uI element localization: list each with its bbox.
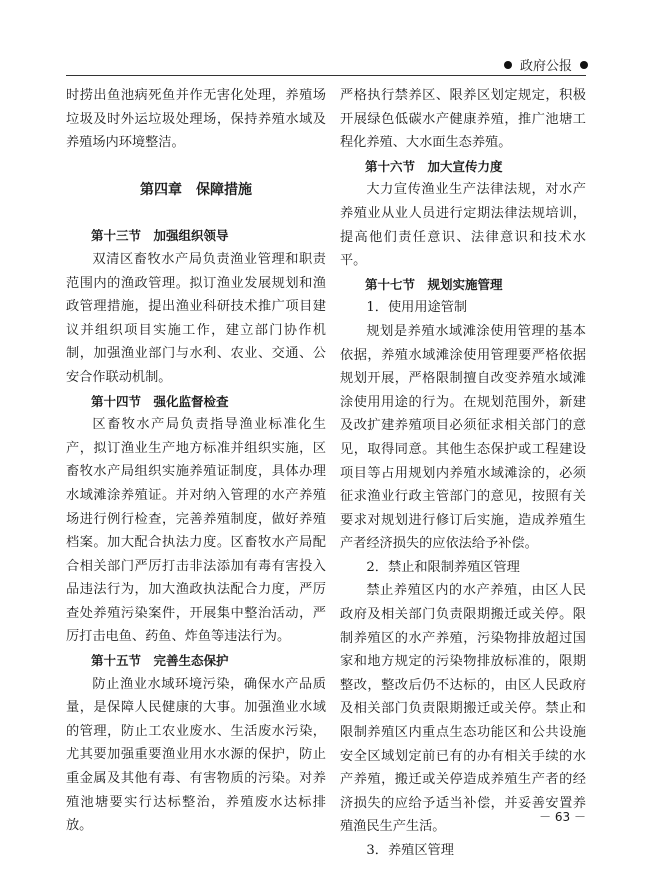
list-item-heading: 3．养殖区管理	[366, 843, 454, 858]
section-title: 第十三节 加强组织领导	[91, 228, 229, 244]
paragraph: 防止渔业水域环境污染，确保水产品质量，是保障人民健康的大事。加强渔业水域的管理，防止工农业废水、生活废水污染，尤其要加强重要渔业用水水源的保护，防止重金属及其他有毒、有害物质的污染。对养殖池塘要实行达标整治，养殖废水达标排放。	[66, 676, 326, 834]
page-header	[504, 55, 588, 74]
list-item-heading: 2．禁止和限制养殖区管理	[366, 559, 520, 575]
section-title: 第十七节 规划实施管理	[365, 276, 503, 292]
bullet-icon	[580, 61, 588, 69]
right-column	[340, 84, 586, 863]
left-column	[66, 84, 326, 838]
header-rule	[66, 75, 586, 76]
paragraph: 禁止养殖区内的水产养殖，由区人民政府及相关部门负责限期搬迁或关停。限制养殖区的水产养殖，污染物排放超过国家和地方规定的污染物排放标准的，限期整改，整改后仍不达标的，由区人民政府及相关部门负责限期搬迁或关停。禁止和限制养殖区内重点生态功能区和公共设施安全区域划定前已有的办有相关手续的水产养殖，搬迁或关停造成养殖生产者的经济损失的应给予适当补偿，并妥善安置养殖渔民生产生活。	[340, 583, 586, 835]
section-title: 第十六节 加大宣传力度	[365, 158, 503, 174]
paragraph: 规划是养殖水域滩涂使用管理的基本依据，养殖水域滩涂使用管理要严格依据规划开展，严格限制擅自改变养殖水域滩涂使用用途的行为。在规划范围外，新建及改扩建养殖项目必须征求相关部门的意见，取得同意。其他生态保护或工程建设项目等占用规划内养殖水域滩涂的，必须征求渔业行政主管部门的意见，按照有关要求对规划进行修订后实施，造成养殖生产者经济损失的应依法给予补偿。	[340, 323, 586, 552]
list-item-heading: 1．使用用途管制	[366, 300, 468, 316]
page-number: － 63 －	[539, 810, 586, 824]
chapter-title: 第四章 保障措施	[140, 181, 252, 198]
paragraph: 区畜牧水产局负责指导渔业标准化生产，拟订渔业生产地方标准并组织实施，区畜牧水产局组织实施养殖证制度，具体办理水域滩涂养殖证。并对纳入管理的水产养殖场进行例行检查，完善养殖制度，做好养殖档案。加大配合执法力度。区畜牧水产局配合相关部门严厉打击非法添加有毒有害投入品违法行为，加大渔政执法配合力度，严厉查处养殖污染案件，开展集中整治活动，严厉打击电鱼、药鱼、炸鱼等违法行为。	[66, 417, 326, 645]
paragraph: 时捞出鱼池病死鱼并作无害化处理，养殖场垃圾及时外运垃圾处理场，保持养殖水域及养殖场内环境整洁。	[66, 88, 326, 151]
section-title: 第十四节 强化监督检查	[91, 393, 229, 409]
paragraph: 双清区畜牧水产局负责渔业管理和职责范围内的渔政管理。拟订渔业发展规划和渔政管理措施，提出渔业科研技术推广项目建议并组织项目实施工作，建立部门协作机制，加强渔业部门与水利、农业、交通、公安合作联动机制。	[66, 251, 326, 385]
header-title: 政府公报	[519, 59, 572, 74]
bullet-icon	[504, 61, 512, 69]
paragraph: 大力宣传渔业生产法律法规，对水产养殖业从业人员进行定期法律法规培训，提高他们责任意识、法律意识和技术水平。	[340, 182, 586, 269]
section-title: 第十五节 完善生态保护	[91, 653, 229, 669]
paragraph: 严格执行禁养区、限养区划定规定，积极开展绿色低碳水产健康养殖，推广池塘工程化养殖、大水面生态养殖。	[340, 88, 586, 151]
